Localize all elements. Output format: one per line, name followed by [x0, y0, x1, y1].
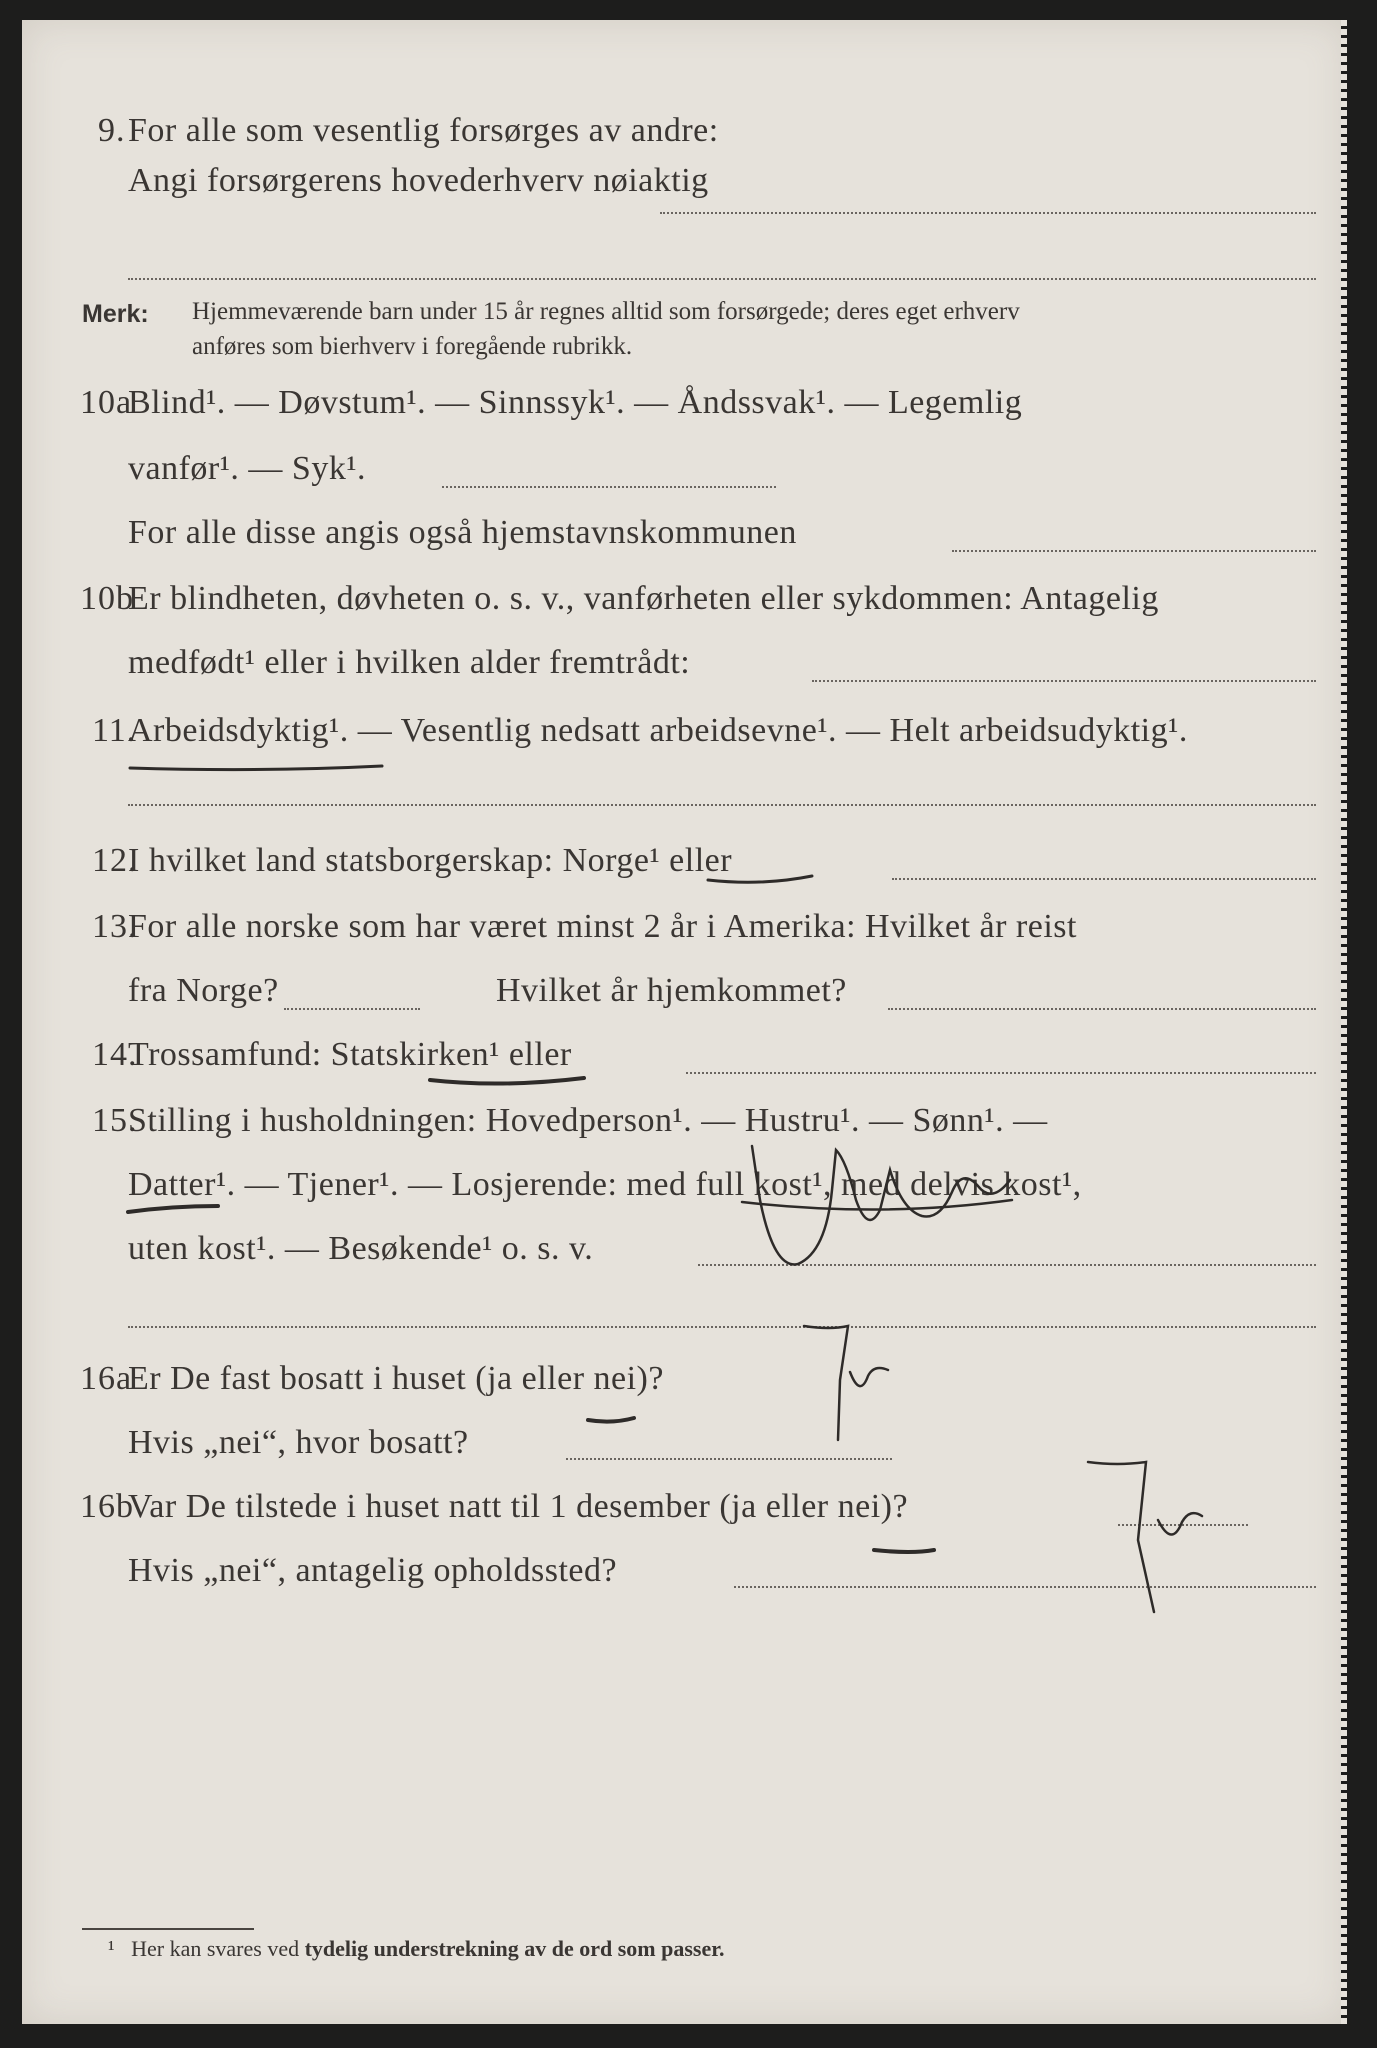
footnote-mark: ¹ — [108, 1936, 115, 1961]
underline-statskirken — [430, 1078, 584, 1084]
q15-line2: Datter¹. — Tjener¹. — Losjerende: med full kost¹, med delvis kost¹, — [128, 1166, 1082, 1203]
q10a-line1: Blind¹. — Døvstum¹. — Sinnssyk¹. — Åndssvak¹. — Legemlig — [128, 384, 1023, 421]
q16a-line1: Er De fast bosatt i huset (ja eller nei)? — [128, 1360, 664, 1397]
q16b-number: 16b — [80, 1488, 134, 1525]
q9-line2: Angi forsørgerens hovederhverv nøiaktig — [128, 162, 709, 199]
q16b-line2: Hvis „nei“, antagelig opholdssted? — [128, 1552, 618, 1589]
q13-line2a: fra Norge? — [128, 972, 279, 1009]
footnote-bold-text: tydelig understrekning av de ord som passer. — [304, 1936, 725, 1961]
underline-datter — [128, 1206, 218, 1212]
q12-number: 12. — [92, 842, 138, 879]
q14-number: 14. — [92, 1036, 138, 1073]
q16b-line1: Var De tilstede i huset natt til 1 desember (ja eller nei)? — [128, 1488, 909, 1525]
merk-label: Merk: — [82, 300, 149, 328]
q11-number: 11. — [92, 712, 137, 749]
q12-line1: I hvilket land statsborgerskap: Norge¹ eller — [128, 842, 733, 879]
q10a-number: 10a — [80, 384, 133, 421]
q11-line1: Arbeidsdyktig¹. — Vesentlig nedsatt arbeidsevne¹. — Helt arbeidsudyktig¹. — [128, 712, 1188, 749]
q9-number: 9. — [98, 112, 126, 149]
footnote-text: Her kan svares ved — [131, 1936, 300, 1961]
handwritten-mark-16b — [1088, 1462, 1154, 1612]
underline-ja-16b — [874, 1550, 934, 1552]
underline-arbeidsdyktig — [130, 766, 382, 770]
q10b-number: 10b — [80, 580, 134, 617]
q14-line1: Trossamfund: Statskirken¹ eller — [128, 1036, 572, 1073]
handwritten-annotations — [22, 20, 1347, 2024]
merk-line1: Hjemmeværende barn under 15 år regnes alltid som forsørgede; deres eget erhverv — [192, 298, 1020, 325]
q13-line2b: Hvilket år hjemkommet? — [496, 972, 847, 1009]
underline-norge — [708, 876, 812, 882]
q13-line1: For alle norske som har været minst 2 år i Amerika: Hvilket år reist — [128, 908, 1077, 945]
handwritten-mark-16a — [804, 1326, 848, 1440]
q16a-line2: Hvis „nei“, hvor bosatt? — [128, 1424, 469, 1461]
q10b-line1: Er blindheten, døvheten o. s. v., vanførheten eller sykdommen: Antagelig — [128, 580, 1159, 617]
q15-line3: uten kost¹. — Besøkende¹ o. s. v. — [128, 1230, 594, 1267]
q10b-line2: medfødt¹ eller i hvilken alder fremtrådt: — [128, 644, 691, 681]
q10a-line2: vanfør¹. — Syk¹. — [128, 450, 367, 487]
merk-line2: anføres som bierhverv i foregående rubrikk. — [192, 333, 633, 360]
q13-number: 13. — [92, 908, 138, 945]
handwritten-strike-q15 — [742, 1200, 1012, 1210]
underline-ja-16a — [588, 1418, 634, 1422]
q9-line1: For alle som vesentlig forsørges av andre: — [128, 112, 719, 149]
census-form-page — [22, 20, 1347, 2024]
q10a-line3: For alle disse angis også hjemstavnskommunen — [128, 514, 797, 551]
q16a-number: 16a — [80, 1360, 133, 1397]
q15-number: 15. — [92, 1102, 138, 1139]
q15-line1: Stilling i husholdningen: Hovedperson¹. — Hustru¹. — Sønn¹. — — [128, 1102, 1048, 1139]
